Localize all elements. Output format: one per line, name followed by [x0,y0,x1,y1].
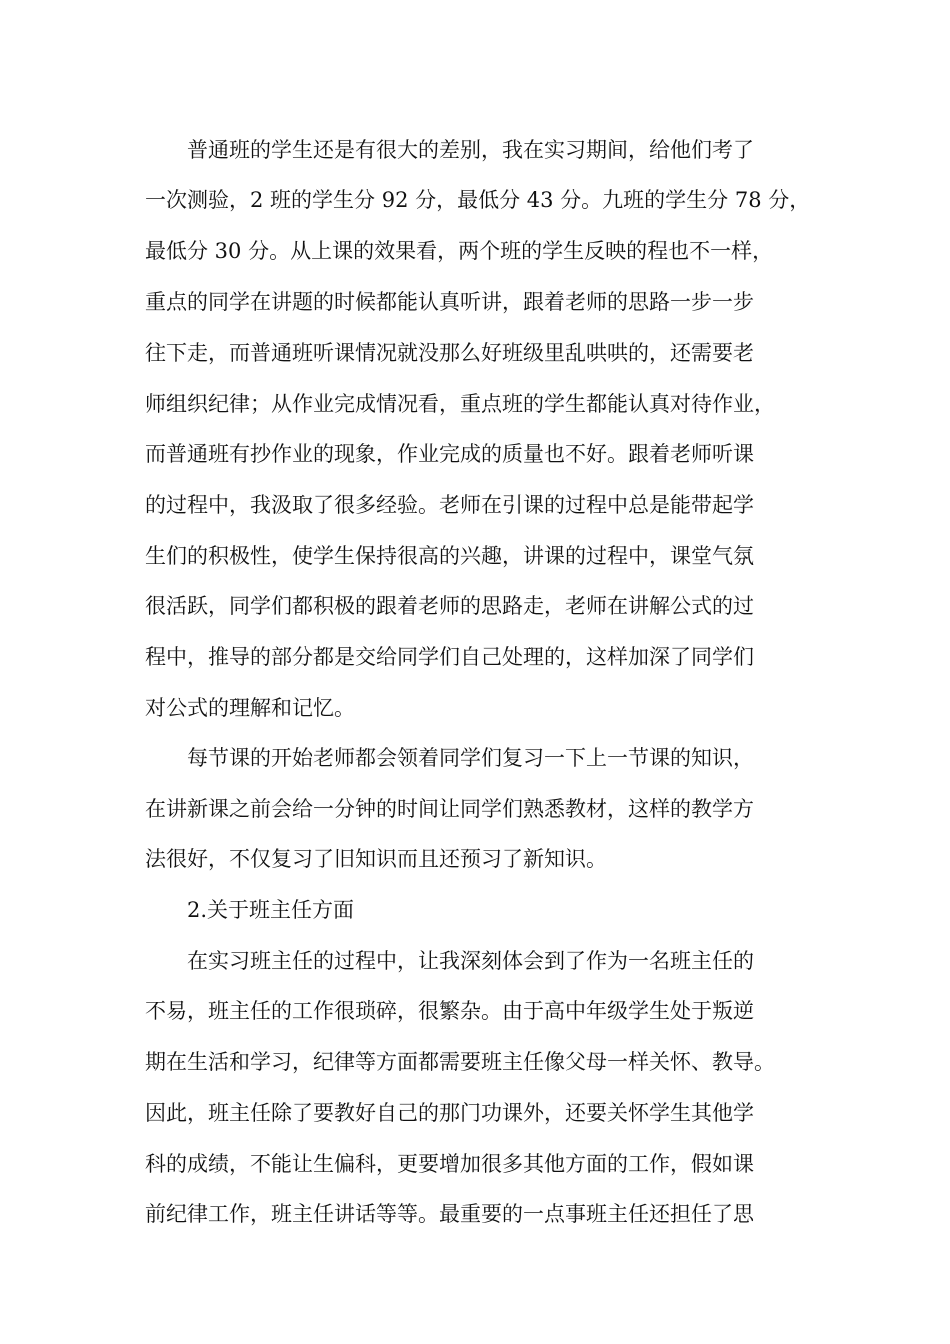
text-line: 的过程中，我汲取了很多经验。老师在引课的过程中总是能带起学 [145,493,754,517]
text-line: 对公式的理解和记忆。 [145,696,355,720]
text-line: 生们的积极性，使学生保持很高的兴趣，讲课的过程中，课堂气氛 [145,544,754,568]
text-line: 因此，班主任除了要教好自己的那门功课外，还要关怀学生其他学 [145,1101,754,1125]
text-line: 而普通班有抄作业的现象，作业完成的质量也不好。跟着老师听课 [145,442,754,466]
text-line: 每节课的开始老师都会领着同学们复习一下上一节课的知识， [187,746,754,770]
text-line: 期在生活和学习，纪律等方面都需要班主任像父母一样关怀、教导。 [145,1050,775,1074]
section-heading: 2.关于班主任方面 [187,898,355,922]
text-line: 很活跃，同学们都积极的跟着老师的思路走，老师在讲解公式的过 [145,594,754,618]
text-line: 最低分 30 分。从上课的效果看，两个班的学生反映的程也不一样， [145,239,774,263]
text-line: 往下走，而普通班听课情况就没那么好班级里乱哄哄的，还需要老 [145,341,754,365]
text-line: 师组织纪律；从作业完成情况看，重点班的学生都能认真对待作业， [145,392,775,416]
text-line: 一次测验，2 班的学生分 92 分，最低分 43 分。九班的学生分 78 分， [145,188,811,212]
text-line: 普通班的学生还是有很大的差别，我在实习期间，给他们考了 [187,138,754,162]
text-line: 前纪律工作，班主任讲话等等。最重要的一点事班主任还担任了思 [145,1202,754,1226]
text-line: 不易，班主任的工作很琐碎，很繁杂。由于高中年级学生处于叛逆 [145,999,754,1023]
text-line: 在实习班主任的过程中，让我深刻体会到了作为一名班主任的 [187,949,754,973]
text-line: 法很好，不仅复习了旧知识而且还预习了新知识。 [145,847,607,871]
text-line: 重点的同学在讲题的时候都能认真听讲，跟着老师的思路一步一步 [145,290,754,314]
text-line: 科的成绩，不能让生偏科，更要增加很多其他方面的工作，假如课 [145,1152,754,1176]
text-line: 程中，推导的部分都是交给同学们自己处理的，这样加深了同学们 [145,645,754,669]
text-line: 在讲新课之前会给一分钟的时间让同学们熟悉教材，这样的教学方 [145,797,754,821]
